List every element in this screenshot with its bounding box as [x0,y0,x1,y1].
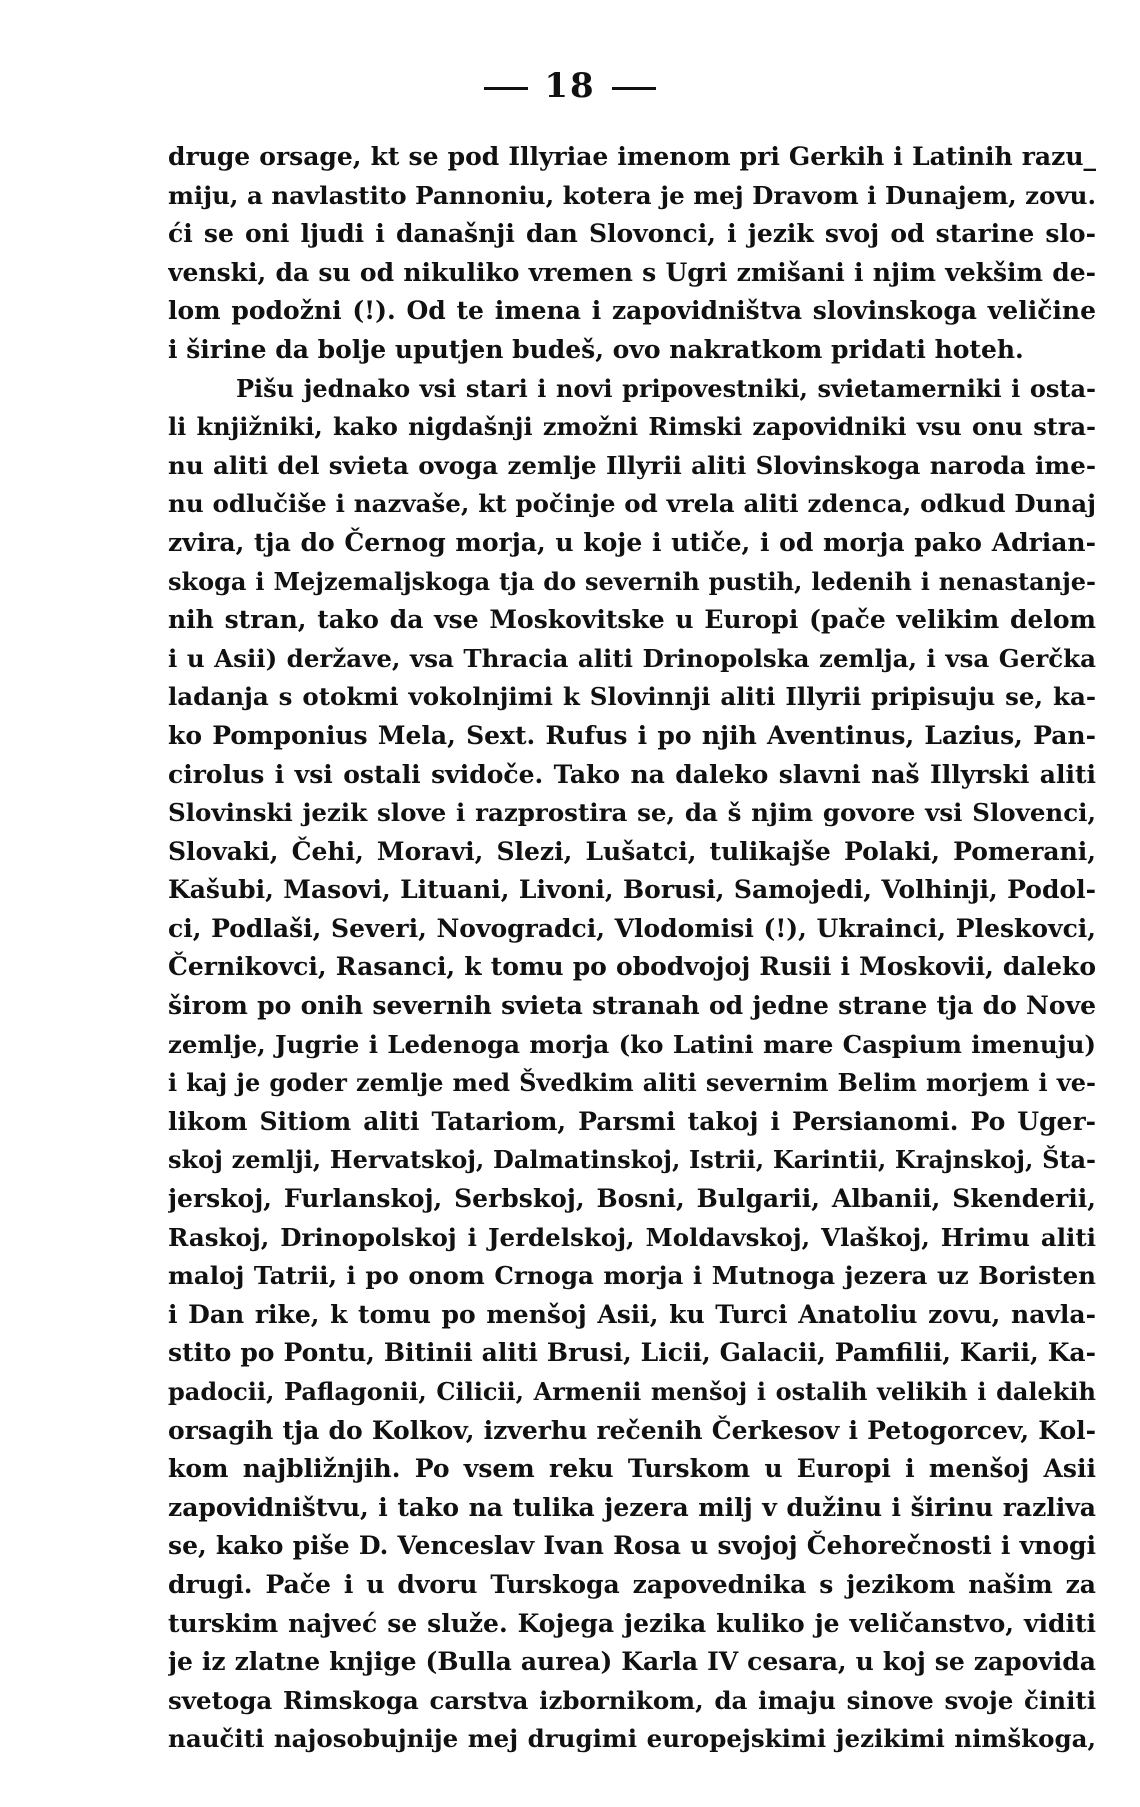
text-line: Slovaki, Čehi, Moravi, Slezi, Lušatci, tulikajše Polaki, Pomerani, [168,836,1096,866]
text-line: Černikovci, Rasanci, k tomu po obodvojoj Rusii i Moskovii, daleko [168,952,1096,982]
right-dash [612,87,656,90]
text-line: likom Sitiom aliti Tatariom, Parsmi takoj i Persianomi. Po Uger- [168,1106,1096,1136]
text-line: svetoga Rimskoga carstva izbornikom, da imaju sinove svoje činiti [168,1685,1096,1715]
text-line: ci, Podlaši, Severi, Novogradci, Vlodomisi (!), Ukrainci, Pleskovci, [168,913,1096,943]
text-line: cirolus i vsi ostali svidoče. Tako na daleko slavni naš Illyrski aliti [168,759,1096,789]
text-line: i Dan rike, k tomu po menšoj Asii, ku Turci Anatoliu zovu, navla- [168,1299,1096,1329]
text-line: maloj Tatrii, i po onom Crnoga morja i Mutnoga jezera uz Boristen [168,1261,1096,1291]
text-line: nu odlučiše i nazvaše, kt počinje od vrela aliti zdenca, odkud Dunaj [168,489,1096,519]
text-line: naučiti najosobujnije mej drugimi europejskimi jezikimi nimškoga, [168,1724,1096,1754]
text-line: skoga i Mejzemaljskoga tja do severnih pustih, ledenih i nenastanje- [168,566,1096,596]
text-line: ladanja s otokmi vokolnjimi k Slovinnji aliti Illyrii pripisuju se, ka- [168,682,1096,712]
text-line: stito po Pontu, Bitinii aliti Brusi, Licii, Galacii, Pamfilii, Karii, Ka- [168,1338,1096,1368]
text-line: jerskoj, Furlanskoj, Serbskoj, Bosni, Bulgarii, Albanii, Skenderii, [168,1184,1096,1214]
left-dash [484,87,528,90]
text-line: zapovidništvu, i tako na tulika jezera milj v dužinu i širinu razliva [168,1492,1096,1522]
text-line: širom po onih severnih svieta stranah od jedne strane tja do Nove [168,991,1096,1021]
text-line: orsagih tja do Kolkov, izverhu rečenih Čerkesov i Petogorcev, Kol- [168,1415,1096,1445]
text-line: Raskoj, Drinopolskoj i Jerdelskoj, Moldavskoj, Vlaškoj, Hrimu aliti [168,1222,1096,1252]
text-line: drugi. Pače i u dvoru Turskoga zapovednika s jezikom našim za [168,1569,1096,1599]
text-line: nih stran, tako da vse Moskovitske u Europi (pače velikim delom [168,605,1096,635]
text-line: zvira, tja do Černog morja, u koje i utiče, i od morja pako Adrian- [168,527,1096,557]
text-line: skoj zemlji, Hervatskoj, Dalmatinskoj, Istrii, Karintii, Krajnskoj, Šta- [168,1145,1096,1175]
text-line: turskim najveć se služe. Kojega jezika kuliko je veličanstvo, viditi [168,1608,1096,1638]
text-line: lom podožni (!). Od te imena i zapovidništva slovinskoga veličine [168,296,1096,326]
body-text [168,138,1096,1759]
text-line: ko Pomponius Mela, Sext. Rufus i po njih Aventinus, Lazius, Pan- [168,720,1096,750]
text-line: ći se oni ljudi i današnji dan Slovonci, i jezik svoj od starine slo- [168,219,1096,249]
text-line: miju, a navlastito Pannoniu, kotera je mej Dravom i Dunajem, zovu. [168,180,1096,210]
text-line: li knjižniki, kako nigdašnji zmožni Rimski zapovidniki vsu onu stra- [168,412,1096,442]
text-line: Slovinski jezik slove i razprostira se, da š njim govore vsi Slovenci, [168,798,1096,828]
page-number: 18 [544,66,596,106]
page-number-header [0,66,1140,106]
text-line: zemlje, Jugrie i Ledenoga morja (ko Latini mare Caspium imenuju) [168,1029,1096,1059]
text-line: Kašubi, Masovi, Lituani, Livoni, Borusi, Samojedi, Volhinji, Podol- [168,875,1096,905]
text-line: je iz zlatne knjige (Bulla aurea) Karla IV cesara, u koj se zapovida [168,1647,1096,1677]
text-line: kom najbližnjih. Po vsem reku Turskom u Europi i menšoj Asii [168,1454,1096,1484]
text-line: Pišu jednako vsi stari i novi pripovestniki, svietamerniki i osta- [236,373,1096,403]
text-line: nu aliti del svieta ovoga zemlje Illyrii aliti Slovinskoga naroda ime- [168,450,1096,480]
text-line: venski, da su od nikuliko vremen s Ugri zmišani i njim vekšim de- [168,257,1096,287]
text-line: druge orsage, kt se pod Illyriae imenom pri Gerkih i Latinih razu_ [168,142,1096,171]
text-line: padocii, Paflagonii, Cilicii, Armenii menšoj i ostalih velikih i dalekih [168,1377,1096,1406]
text-line: se, kako piše D. Venceslav Ivan Rosa u svojoj Čehorečnosti i vnogi [168,1531,1096,1561]
text-line: i širine da bolje uputjen budeš, ovo nakratkom pridati hoteh. [168,334,1024,364]
text-line: i kaj je goder zemlje med Švedkim aliti severnim Belim morjem i ve- [168,1068,1096,1098]
text-line: i u Asii) deržave, vsa Thracia aliti Drinopolska zemlja, i vsa Gerčka [168,643,1096,673]
